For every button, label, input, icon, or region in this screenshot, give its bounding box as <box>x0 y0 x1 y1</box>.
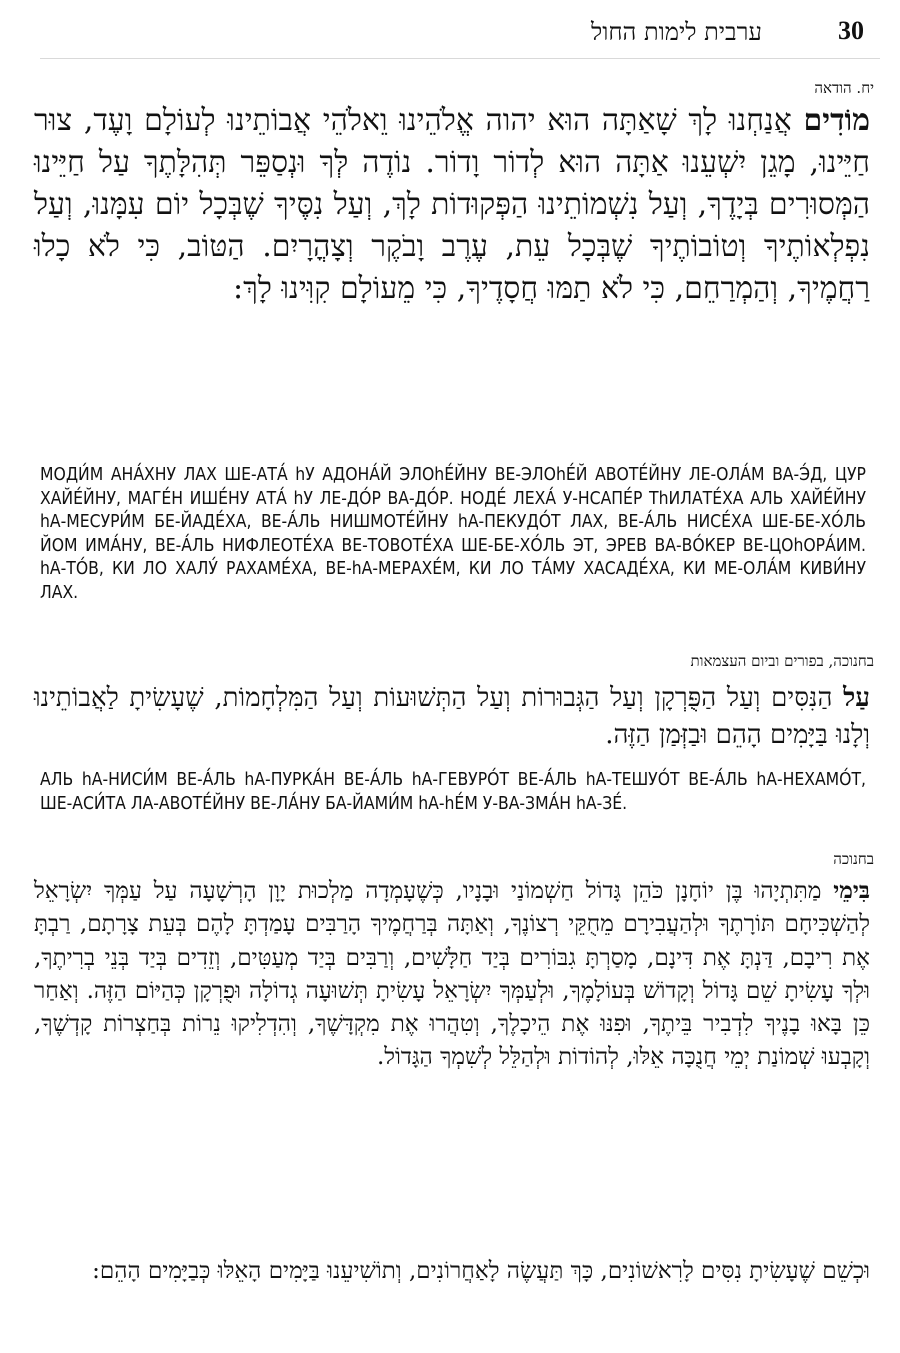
bimei-hebrew-paragraph <box>34 874 870 1075</box>
modim-hebrew-paragraph <box>34 100 870 310</box>
al-hanissim-lead-word: עַל <box>843 683 870 713</box>
bimei-body-text: מַתִּתְיָהוּ בֶּן יוֹחָנָן כֹּהֵן גָּדוֹל חַשְׁמוֹנַי וּבָנָיו, כְּשֶׁעָמְדָה מַלְכוּת יָוָן הָרְשָׁעָה עַל עַמְּךָ יִשְׂרָאֵל לְהַשְׁכִּיחָם תּוֹרָתֶךָ וּלְהַעֲבִירָם מֵחֻקֵּי רְצוֹנֶךָ, וְאַתָּה בְּרַחֲמֶיךָ הָרַבִּים עָמַדְתָּ לָהֶם בְּעֵת צָרָתָם, רַבְתָּ אֶת רִיבָם, דַּנְתָּ אֶת דִּינָם, מָסַרְתָּ גִבּוֹרִים בְּיַד חַלָּשִׁים, וְרַבִּים בְּיַד מְעַטִּים, וְזֵדִים בְּיַד בְּנֵי בְרִיתֶךָ, וּלְךָ עָשִׂיתָ שֵׁם גָּדוֹל וְקָדוֹשׁ בְּעוֹלָמֶךָ, וּלְעַמְּךָ יִשְׂרָאֵל עָשִׂיתָ תְּשׁוּעָה גְדוֹלָה וּפֻרְקָן כְּהַיּוֹם הַזֶּה. וְאַחַר כֵּן בָּאוּ בָנֶיךָ לִדְבִיר בֵּיתֶךָ, וּפִנּוּ אֶת הֵיכָלֶךָ, וְטִהֲרוּ אֶת מִקְדָּשֶׁךָ, וְהִדְלִיקוּ נֵרוֹת בְּחַצְרוֹת קָדְשֶׁךָ, וְקָבְעוּ שְׁמוֹנַת יְמֵי חֲנֻכָּה אֵלּוּ, לְהוֹדוֹת וּלְהַלֵּל לְשִׁמְךָ הַגָּדוֹל. <box>34 878 870 1071</box>
modim-transliteration: МОДИ́М АНА́ХНУ ЛАХ ШЕ-АТА́ hУ АДОНА́Й ЭЛОhЕ́ЙНУ ВЕ-ЭЛОhЕ́Й АВОТЕ́ЙНУ ЛЕ-ОЛА́М ВА-Э́Д, ЦУР ХАЙЕ́ЙНУ, МАГЕ́Н ИШЕ́НУ АТА́ hУ ЛЕ-ДО́Р ВА-ДО́Р. НОДЕ́ ЛЕХА́ У-НСАПЕ́Р ТhИЛАТЕ́ХА АЛЬ ХАЙЕ́ЙНУ hА-МЕСУРИ́М БЕ-ЙАДЕ́ХА, ВЕ-А́ЛЬ НИШМОТЕ́ЙНУ hА-ПЕКУДО́Т ЛАХ, ВЕ-А́ЛЬ НИСЕ́ХА ШЕ-БЕ-ХО́ЛЬ ЙОМ ИМА́НУ, ВЕ-А́ЛЬ НИФЛЕОТЕ́ХА ВЕ-ТОВОТЕ́ХА ШЕ-БЕ-ХО́ЛЬ ЭТ, ЭРЕВ ВА-ВО́КЕР ВЕ-ЦОhОРА́ИМ. hА-ТО́В, КИ ЛО ХАЛУ́ РАХАМЕ́ХА, ВЕ-hА-МЕРАХЕ́М, КИ ЛО ТА́МУ ХАСАДЕ́ХА, КИ МЕ-ОЛА́М КИВИ́НУ ЛАХ. <box>40 465 866 603</box>
al-hanissim-body-text: הַנִּסִּים וְעַל הַפֻּרְקָן וְעַל הַגְּבוּרוֹת וְעַל הַתְּשׁוּעוֹת וְעַל הַמִּלְחָמוֹת, שֶׁעָשִׂיתָ לַאֲבוֹתֵינוּ וְלָנוּ בַּיָּמִים הָהֵם וּבַזְּמַן הַזֶּה. <box>34 683 870 750</box>
al-hanissim-transliteration: АЛЬ hА-НИСИ́М ВЕ-А́ЛЬ hА-ПУРКА́Н ВЕ-А́ЛЬ hА-ГЕВУРО́Т ВЕ-А́ЛЬ hА-ТЕШУО́Т ВЕ-А́ЛЬ hА-НЕХАМО́Т, ШЕ-АСИ́ТА ЛА-АВОТЕ́ЙНУ ВЕ-ЛА́НУ БА-ЙАМИ́М hА-hЕ́М У-ВА-ЗМА́Н hА-ЗЕ́. <box>40 770 866 814</box>
bimei-lead-word: בִּימֵי <box>833 877 870 904</box>
modim-lead-word: מוֹדִים <box>803 103 870 138</box>
bimei-closing-paragraph: וּכְשֵׁם שֶׁעָשִׂיתָ נִסִּים לָרִאשׁוֹנִים, כָּךְ תַּעֲשֶׂה לָאַחֲרוֹנִים, וְתוֹשִׁיעֵנוּ בַּיָּמִים הָאֵלּוּ כְּבַיָּמִים הָהֵם: <box>92 1258 870 1284</box>
page-number: 30 <box>838 16 864 45</box>
section-label-hoda: יח. הודאה <box>814 79 874 97</box>
running-title: ערבית לימות החול <box>590 18 762 46</box>
section-label-bimei: בחנוכה <box>833 850 874 868</box>
header-divider <box>40 58 880 59</box>
section-label-al-hanissim: בחנוכה, בפורים וביום העצמאות <box>690 652 874 670</box>
page-header <box>40 12 880 52</box>
al-hanissim-hebrew-paragraph <box>34 680 870 754</box>
modim-body-text: אֲנַחְנוּ לָךְ שָׁאַתָּה הוּא יהוה אֱלֹהֵינוּ וֵאלֹהֵי אֲבוֹתֵינוּ לְעוֹלָם וָעֶד, צוּר חַיֵּינוּ, מָגֵן יִשְׁעֵנוּ אַתָּה הוּא לְדוֹר וָדוֹר. נוֹדֶה לְּךָ וּנְסַפֵּר תְּהִלָּתֶךָ עַל חַיֵּינוּ הַמְּסוּרִים בְּיָדֶךָ, וְעַל נִשְׁמוֹתֵינוּ הַפְּקוּדוֹת לָךְ, וְעַל נִסֶּיךָ שֶׁבְּכָל יוֹם עִמָּנוּ, וְעַל נִפְלְאוֹתֶיךָ וְטוֹבוֹתֶיךָ שֶׁבְּכָל עֵת, עֶרֶב וָבֹקֶר וְצָהֳרָיִם. הַטּוֹב, כִּי לֹא כָלוּ רַחֲמֶיךָ, וְהַמְרַחֵם, כִּי לֹא תַמּוּ חֲסָדֶיךָ, כִּי מֵעוֹלָם קִוִּינוּ לָךְ: <box>34 103 870 306</box>
